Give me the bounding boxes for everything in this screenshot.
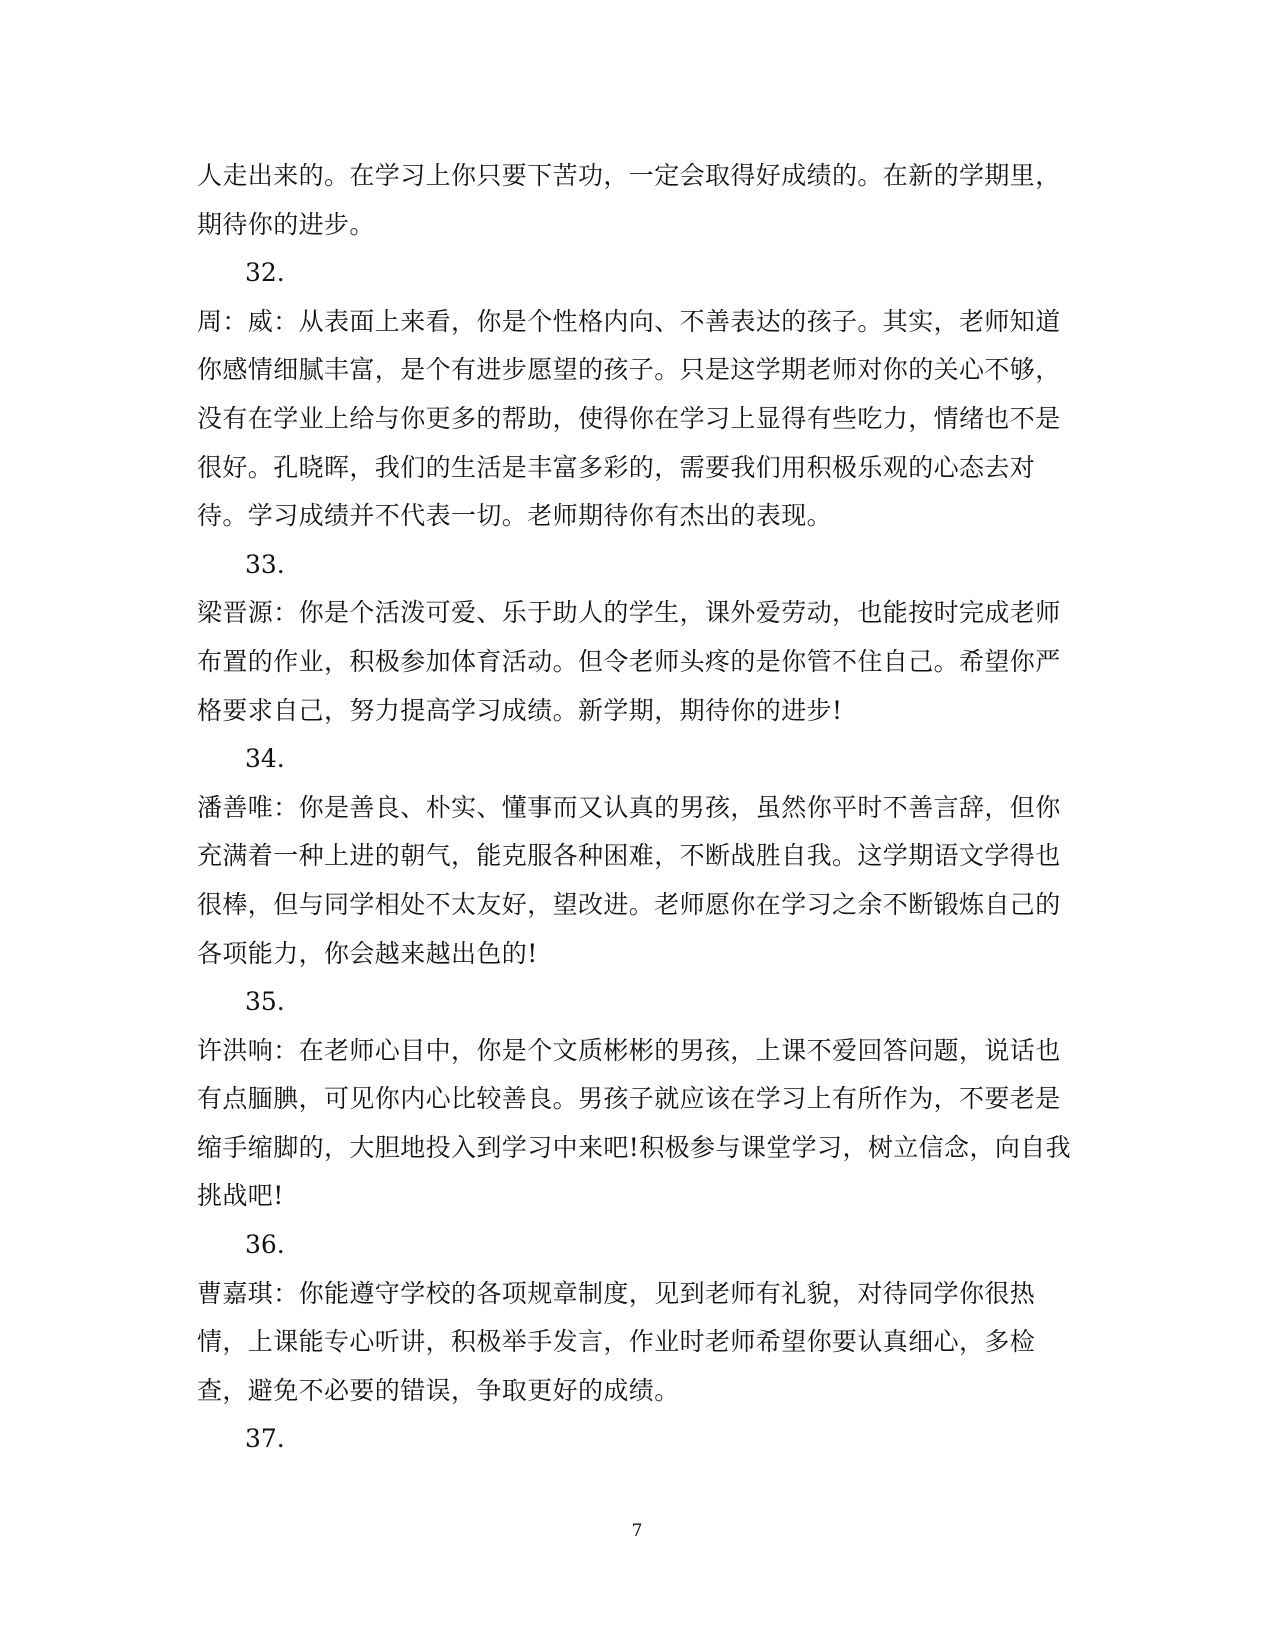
entry-number: 34. bbox=[245, 744, 285, 774]
comment-paragraph: 周：威：从表面上来看，你是个性格内向、不善表达的孩子。其实，老师知道你感情细腻丰富，是个有进步愿望的孩子。只是这学期老师对你的关心不够，没有在学业上给与你更多的帮助，使得你在学习上显得有些吃力，情绪也不是很好。孔晓晖，我们的生活是丰富多彩的，需要我们用积极乐观的心态去对待。学习成绩并不代表一切。老师期待你有杰出的表现。 bbox=[197, 306, 1061, 531]
entry-number: 32. bbox=[245, 258, 285, 288]
comment-paragraph: 潘善唯：你是善良、朴实、懂事而又认真的男孩，虽然你平时不善言辞，但你充满着一种上进的朝气，能克服各种困难，不断战胜自我。这学期语文学得也很棒，但与同学相处不太友好，望改进。老师愿你在学习之余不断锻炼自己的各项能力，你会越来越出色的! bbox=[197, 792, 1061, 968]
entry-number: 35. bbox=[245, 987, 285, 1017]
comment-paragraph: 梁晋源：你是个活泼可爱、乐于助人的学生，课外爱劳动，也能按时完成老师布置的作业，积极参加体育活动。但令老师头疼的是你管不住自己。希望你严格要求自己，努力提高学习成绩。新学期，期待你的进步! bbox=[197, 598, 1061, 725]
entry-number: 37. bbox=[245, 1424, 285, 1454]
comment-paragraph: 人走出来的。在学习上你只要下苦功，一定会取得好成绩的。在新的学期里，期待你的进步。 bbox=[197, 161, 1061, 239]
entry-number: 33. bbox=[245, 549, 285, 579]
comment-paragraph: 曹嘉琪：你能遵守学校的各项规章制度，见到老师有礼貌，对待同学你很热情，上课能专心听讲，积极举手发言，作业时老师希望你要认真细心，多检查，避免不必要的错误，争取更好的成绩。 bbox=[197, 1278, 1036, 1405]
entry-number: 36. bbox=[245, 1230, 285, 1260]
page-number: 7 bbox=[631, 1521, 643, 1541]
document-body bbox=[197, 152, 1077, 1464]
comment-paragraph: 许洪响：在老师心目中，你是个文质彬彬的男孩，上课不爱回答问题，说话也有点腼腆，可见你内心比较善良。男孩子就应该在学习上有所作为，不要老是缩手缩脚的，大胆地投入到学习中来吧!积极参与课堂学习，树立信念，向自我挑战吧! bbox=[197, 1035, 1072, 1211]
